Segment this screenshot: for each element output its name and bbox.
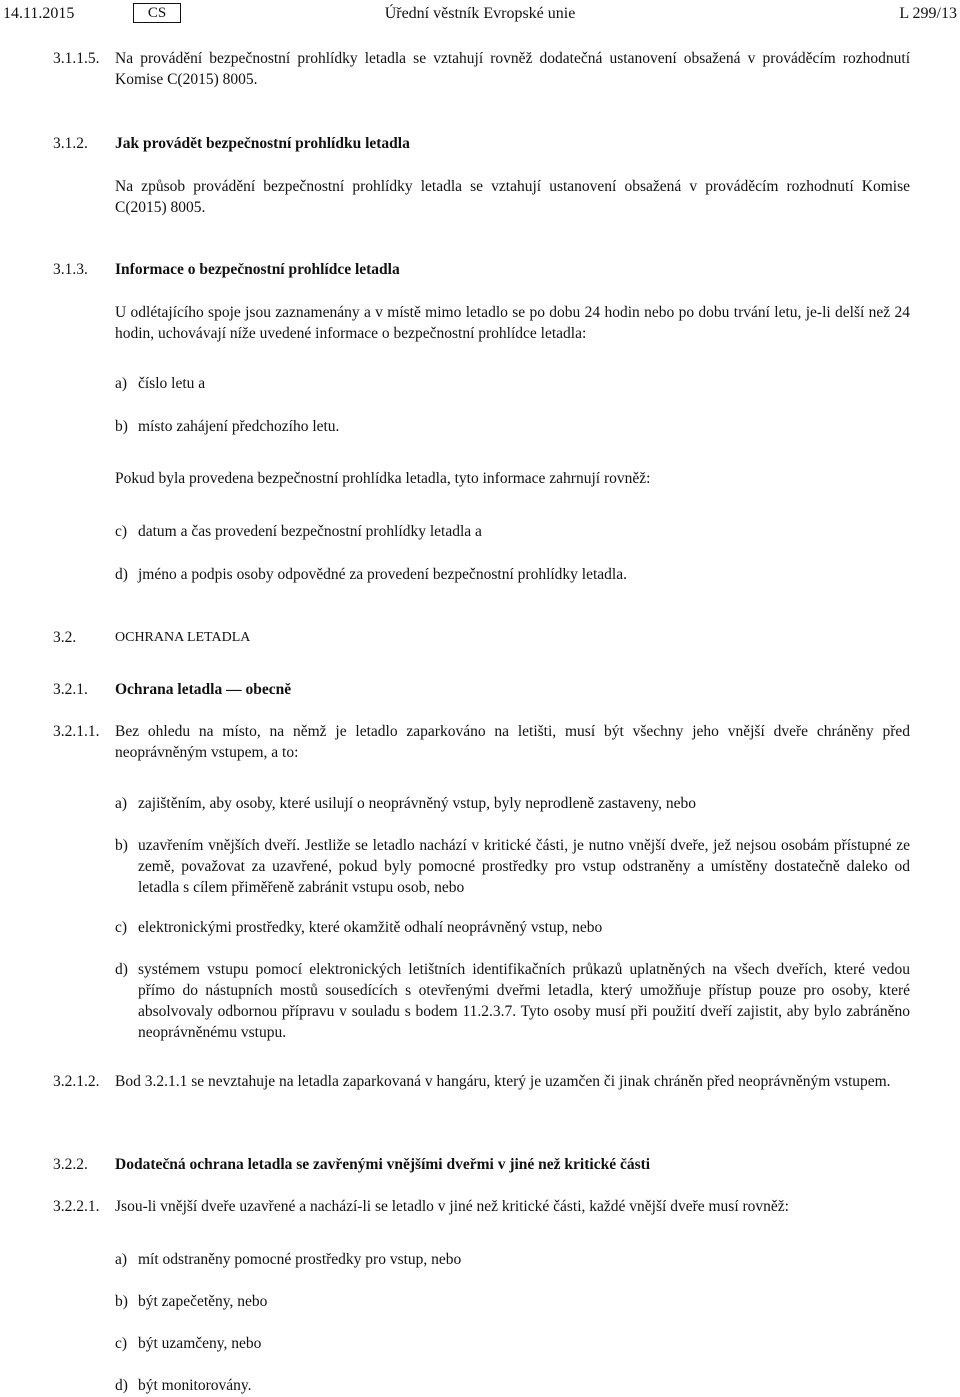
section-title: Ochrana letadla — obecně <box>115 681 292 698</box>
list-item <box>115 373 910 394</box>
section-number: 3.2.2.1. <box>53 1198 100 1215</box>
section-number: 3.1.2. <box>53 135 88 152</box>
list-text: být monitorovány. <box>138 1377 252 1394</box>
list-item <box>115 416 910 437</box>
section-text: U odlétajícího spoje jsou zaznamenány a v místě mimo letadlo se po dobu 24 hodin nebo po dobu trvání letu, je-li delší než 24 hodin, uchovávají níže uvedené informace o bezpečnostní prohlídce letadla: <box>115 304 910 342</box>
section-title: OCHRANA LETADLA <box>115 630 251 645</box>
list-text: místo zahájení předchozího letu. <box>138 418 340 435</box>
list-text: mít odstraněny pomocné prostředky pro vstup, nebo <box>138 1251 462 1268</box>
section-number: 3.2.1. <box>53 681 88 698</box>
list-label: d) <box>115 566 128 583</box>
section-text: Bez ohledu na místo, na němž je letadlo zaparkováno na letišti, musí být všechny jeho vnější dveře chráněny před neoprávněným vstupem, a to: <box>115 723 910 761</box>
section-number: 3.2.1.1. <box>53 723 100 740</box>
list-label: a) <box>115 375 128 392</box>
section-title: Informace o bezpečnostní prohlídce letadla <box>115 261 400 278</box>
section-number: 3.2.1.2. <box>53 1073 100 1090</box>
section-number: 3.2. <box>53 629 77 646</box>
section-text: Pokud byla provedena bezpečnostní prohlídka letadla, tyto informace zahrnují rovněž: <box>115 470 651 487</box>
language-badge: CS <box>133 3 181 23</box>
section-title: Jak provádět bezpečnostní prohlídku letadla <box>115 135 410 152</box>
list-text: datum a čas provedení bezpečnostní prohlídky letadla a <box>138 523 482 540</box>
list-text: uzavřením vnějších dveří. Jestliže se letadlo nachází v kritické části, je nutno vnější dveře, jež nejsou osobám přístupné ze země, považovat za uzavřené, pokud byly pomocné prostředky pro vstup odstraněny a umístěny dostatečně daleko od letadla s cílem přiměřeně zabránit vstupu osob, nebo <box>138 837 910 896</box>
list-label: d) <box>115 1377 128 1394</box>
list-label: c) <box>115 919 128 936</box>
section-text: Bod 3.2.1.1 se nevztahuje na letadla zaparkovaná v hangáru, který je uzamčen či jinak chráněn před neoprávněným vstupem. <box>115 1073 891 1090</box>
section-number: 3.2.2. <box>53 1156 88 1173</box>
list-item <box>115 1375 910 1396</box>
list-item <box>115 1333 910 1354</box>
list-label: c) <box>115 523 128 540</box>
list-label: a) <box>115 795 128 812</box>
section-text: Na způsob provádění bezpečnostní prohlídky letadla se vztahují ustanovení obsažená v prováděcím rozhodnutí Komise C(2015) 8005. <box>115 178 910 216</box>
list-item <box>115 564 910 585</box>
section-title: Dodatečná ochrana letadla se zavřenými vnějšími dveřmi v jiné než kritické části <box>115 1156 651 1173</box>
list-text: zajištěním, aby osoby, které usilují o neoprávněný vstup, byly neprodleně zastaveny, nebo <box>138 795 696 812</box>
journal-title: Úřední věstník Evropské unie <box>384 5 576 22</box>
section-number: 3.1.1.5. <box>53 50 100 67</box>
list-text: být uzamčeny, nebo <box>138 1335 262 1352</box>
section-text: Jsou-li vnější dveře uzavřené a nachází-li se letadlo v jiné než kritické části, každé vnější dveře musí rovněž: <box>115 1198 789 1215</box>
list-item <box>115 1291 910 1312</box>
list-text: jméno a podpis osoby odpovědné za provedení bezpečnostní prohlídky letadla. <box>138 566 627 583</box>
list-item <box>115 959 910 1043</box>
list-label: b) <box>115 418 128 435</box>
list-item <box>115 917 910 938</box>
list-text: elektronickými prostředky, které okamžitě odhalí neoprávněný vstup, nebo <box>138 919 603 936</box>
list-item <box>115 793 910 814</box>
list-item <box>115 835 910 898</box>
section-number: 3.1.3. <box>53 261 88 278</box>
list-label: b) <box>115 837 128 854</box>
list-text: číslo letu a <box>138 375 206 392</box>
list-label: d) <box>115 961 128 978</box>
list-text: systémem vstupu pomocí elektronických letištních identifikačních průkazů uplatněných na všech dveřích, které vedou přímo do nástupních mostů sousedících s otevřenými dveřmi letadla, který umožňuje přístup pouze pro osoby, které absolvovaly odbornou přípravu v souladu s bodem 11.2.3.7. Tyto osoby musí při použití dveří zajistit, aby bylo zabráněno neoprávněnému vstupu. <box>138 961 910 1041</box>
list-label: b) <box>115 1293 128 1310</box>
list-item <box>115 1249 910 1270</box>
publication-date: 14.11.2015 <box>3 5 75 22</box>
list-label: c) <box>115 1335 128 1352</box>
list-label: a) <box>115 1251 128 1268</box>
section-text: Na provádění bezpečnostní prohlídky letadla se vztahují rovněž dodatečná ustanovení obsažená v prováděcím rozhodnutí Komise C(2015) 8005. <box>115 50 910 88</box>
page-header <box>0 3 960 25</box>
list-text: být zapečetěny, nebo <box>138 1293 268 1310</box>
page-reference: L 299/13 <box>899 5 957 22</box>
list-item <box>115 521 910 542</box>
